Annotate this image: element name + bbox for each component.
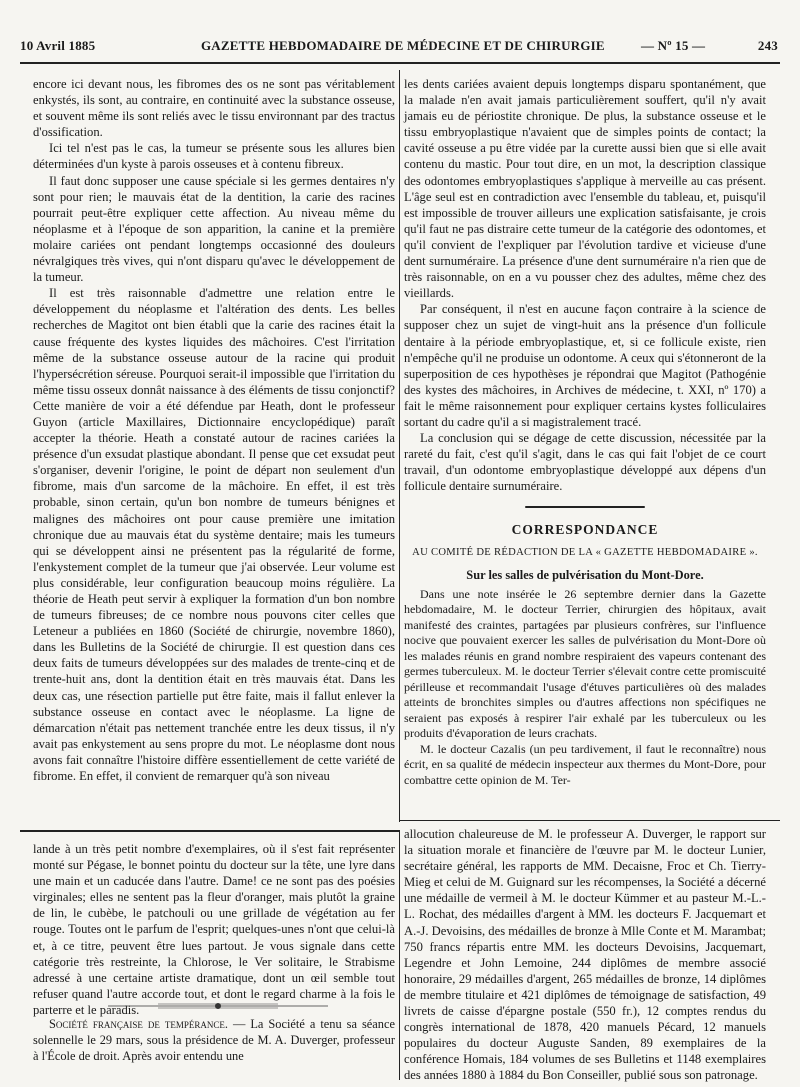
paragraph: allocution chaleureuse de M. le professeur A. Duverger, le rapport sur la situation morale et financière de l'œuvre par M. le docteur Lunier, secrétaire général, les rapports de MM. Decaisne, Froc et Ch. Tierry-Mieg et celui de M. Guignard sur les récompenses, la Société a décerné une médaille de vermeil à M. le docteur Kümmer et au pasteur M.-L.-L. Rochat, des médailles d'argent à MM. les docteurs F. Jacquemart et A.-J. Devoisins, des médailles de bronze à Mlle Conte et M. Marambat; 750 francs répartis entre MM. les docteurs Devoisins, Jacquemart, Legendre et John Lemoine, 244 diplômes de membre associé honoraire, 29 médailles d'argent, 265 médailles de bronze, 14 diplômes de membre titulaire et 421 diplômes de témoignage de satisfaction, 49 livrets de caisse d'épargne postale (550 fr.), 12 comptes rendus du congrès international de 1878, 420 manuels Pécard, 12 manuels populaires du docteur Auguste Sanden, 89 exemplaires de la conférence Homais, 184 volumes de ses Bulletins et 1148 exemplaires des années 1880 à 1884 du Bon Conseiller, publié sous son patronage. bbox=[404, 827, 766, 1083]
section-divider-right bbox=[400, 820, 780, 821]
ornament-rule bbox=[525, 506, 645, 508]
page-number: 243 bbox=[757, 38, 778, 53]
paragraph: La conclusion qui se dégage de cette discussion, nécessitée par la rareté du fait, c'est qu'il s'agit, dans le cas qui fait l'objet de ce court travail, d'un odontome embryoplastique développé aux dépens d'un follicule dentaire surnuméraire. bbox=[404, 431, 766, 494]
paragraph: Par conséquent, il n'est en aucune façon contraire à la science de supposer chez un sujet de vingt-huit ans la présence d'un follicule dentaire à la période embryoplastique, et, si ce follicule existe, rien n'empêche qu'il ne produise un odontome. A ceux qui s'étonneront de la superposition de ces hypothèses je répondrai que Magitot (Pathogénie des kystes des mâchoires, in Archives de médecine, t. XXI, nº 170) a fait le même raisonnement pour expliquer certains kystes folliculaires sortant du cadre qu'il a si magistralement tracé. bbox=[404, 302, 766, 429]
running-header bbox=[20, 38, 778, 60]
news-item-lead: Société française de tempérance. bbox=[49, 1017, 228, 1031]
column-divider-bottom bbox=[399, 830, 400, 1080]
issue-date: 10 Avril 1885 bbox=[20, 38, 96, 53]
paragraph: Ici tel n'est pas le cas, la tumeur se présente sous les allures bien déterminées d'un kyste à parois osseuses et à contenu fibreux. bbox=[33, 141, 395, 172]
article-column-right bbox=[404, 76, 766, 788]
paragraph: Il est très raisonnable d'admettre une relation entre le développement du néoplasme et l'altération des dents. Les belles recherches de Magitot ont bien établi que la carie des racines était la cause fréquente des kystes liquides des mâchoires. C'est l'irritation même de la substance osseuse autour de la racine qui produit l'hypersécrétion séreuse. Pourquoi serait-il impossible que l'irritation du même tissu osseux donnât naissance à des éléments de tissu conjonctif? Cette manière de voir a été défendue par Heath, dont le professeur Guyon (article Maxillaires, Dictionnaire encyclopédique) paraît accepter la théorie. Heath a constaté autour de racines cariées la présence d'un exsudat plastique abondant. Il pense que cet exsudat peut s'organiser, devenir l'origine, le point de départ non seulement d'un fibrome, mais d'un sarcome de la mâchoire. En effet, il est très probable, sinon certain, qu'un bon nombre de tumeurs bénignes et malignes des mâchoires ont pour cause première une imitation chronique due au mauvais état du système dentaire; mais les tumeurs qui se développent ainsi ne présentent pas la régularité de forme, l'enkystement complet de la tumeur que j'ai observée. Leur volume est plus considérable, leur configuration beaucoup moins régulière. La théorie de Heath peut servir à expliquer la formation d'un bon nombre de tumeurs fibreuses; de ce nombre nous pouvons citer celles que Leteneur a publiées en 1860 (Société de chirurgie, novembre 1860), dans les Bulletins de la Société de chirurgie. Il est question dans ces deux faits de tumeurs développées sur des malades de trente-cinq et de trente-huit ans, dont la dentition était en très mauvais état. Dans les deux cas, une résection partielle put être faite, mais il fallut enlever la substance osseuse en contact avec le néoplasme. La ligne de démarcation n'était pas nettement tranchée entre les deux tissus, il n'y avait pas enkystement au sens propre du mot. Le néoplasme dont nous avons fait connaître l'histoire diffère essentiellement de cette variété de fibrome. En effet, il convient de remarquer qu'à son niveau bbox=[33, 286, 395, 784]
letter-heading: Sur les salles de pulvérisation du Mont-Dore. bbox=[466, 567, 704, 582]
paragraph bbox=[33, 1016, 395, 1064]
paragraph: les dents cariées avaient depuis longtemps disparu spontanément, que la malade n'en avait jamais particulièrement souffert, qu'il n'y avait jamais eu de périostite chronique. De plus, la substance osseuse et le tissu embryoplastique n'avaient que de simples points de contact; la cavité osseuse a pu être vidée par la curette aussi bien que si elle avait contenu du mastic. Pour tout dire, en un mot, la description classique des odontomes embryoplastiques s'applique à merveille au cas présent. L'âge seul est en contradiction avec l'ensemble du tableau, et, puisqu'il est impossible de trouver ailleurs une explication satisfaisante, je crois qu'il faut ne pas distraire cette tumeur de la catégorie des odontomes, et qu'il convient de l'expliquer par l'évolution tardive et vicieuse d'une dent surnuméraire. La présence d'une dent surnuméraire n'a rien que de très raisonnable, on en a vu pousser chez des adultes, même chez des vieillards. bbox=[404, 77, 766, 301]
section-subtitle: AU COMITÉ DE RÉDACTION DE LA « GAZETTE HEBDOMADAIRE ». bbox=[412, 546, 758, 558]
header-rule bbox=[20, 62, 780, 64]
issue-number: — Nº 15 — bbox=[641, 38, 706, 53]
paragraph: Dans une note insérée le 26 septembre dernier dans la Gazette hebdomadaire, M. le docteur Terrier, chirurgien des hôpitaux, avait manifesté des craintes, partagées par plusieurs confrères, sur l'influence nocive que pouvaient exercer les salles de pulvérisation du Mont-Dore où les malades réunis en grand nombre respiraient des vapeurs contenant des germes tuberculeux. M. le docteur Terrier s'élevait contre cette promiscuité périlleuse et recommandait l'usage d'étuves particulières où des malades atteints de bronchites simples ou d'autres affections non spécifiques ne seraient pas exposés à respirer l'air exhalé par les tuberculeux ou les produits d'évaporation de leurs crachats. bbox=[404, 586, 766, 741]
paragraph: M. le docteur Cazalis (un peu tardivement, il faut le reconnaître) nous écrit, en sa qualité de médecin inspecteur aux thermes du Mont-Dore, pour combattre cette opinion de M. Ter- bbox=[404, 741, 766, 787]
column-divider-top bbox=[399, 70, 400, 822]
section-divider bbox=[20, 830, 400, 832]
paragraph: Il faut donc supposer une cause spéciale si les germes dentaires n'y sont pour rien; le mauvais état de la dentition, la carie des racines pourrait peut-être expliquer cette affection. Au niveau même du néoplasme et à l'époque de son apparition, la canine et la première molaire cariées ont pendant longtemps occasionné des douleurs névralgiques très vives, qui n'ont disparu qu'avec le développement de la tumeur. bbox=[33, 173, 395, 285]
ornament-vignette bbox=[98, 999, 338, 1013]
paragraph: lande à un très petit nombre d'exemplaires, où il s'est fait représenter monté sur Pégase, le bonnet pointu du docteur sur la tête, une lyre dans une main et un caducée dans l'autre. Dame! ce ne sont pas des poésies virginales; elles ne sentent pas la fleur d'oranger, mais plutôt la graine de lin, le cubèbe, le patchouli ou une grillade de végétation au fer rouge. Toutes ont le parfum de l'esprit; quelques-unes n'ont que celui-là et, à ce titre, peuvent être lues partout. Je vous signale dans cette catégorie très restreinte, la Chlorose, le Ver solitaire, le Strabisme adressé à une certaine artiste dramatique, dont un œil semble tout refuser quand l'autre accorde tout, et dont le regard charme à la fois le parterre et le paradis. bbox=[33, 842, 395, 1017]
feuilleton-column-left bbox=[33, 841, 395, 1018]
news-column-right bbox=[404, 826, 766, 1084]
journal-title: GAZETTE HEBDOMADAIRE DE MÉDECINE ET DE CHIRURGIE bbox=[201, 38, 605, 53]
news-item-text: — La Société a tenu sa séance solennelle le 29 mars, sous la présidence de M. A. Duverger, professeur à l'École de droit. Après avoir entendu une bbox=[33, 1017, 395, 1063]
article-column-left bbox=[33, 76, 395, 784]
paragraph: encore ici devant nous, les fibromes des os ne sont pas véritablement enkystés, ils sont, au contraire, en continuité avec la substance osseuse, et souvent même ils sont reliés avec le tissu environnant par des tractus d'ossification. bbox=[33, 77, 395, 140]
letter-body bbox=[404, 587, 766, 789]
news-item bbox=[33, 1016, 395, 1064]
section-title: CORRESPONDANCE bbox=[511, 522, 659, 538]
